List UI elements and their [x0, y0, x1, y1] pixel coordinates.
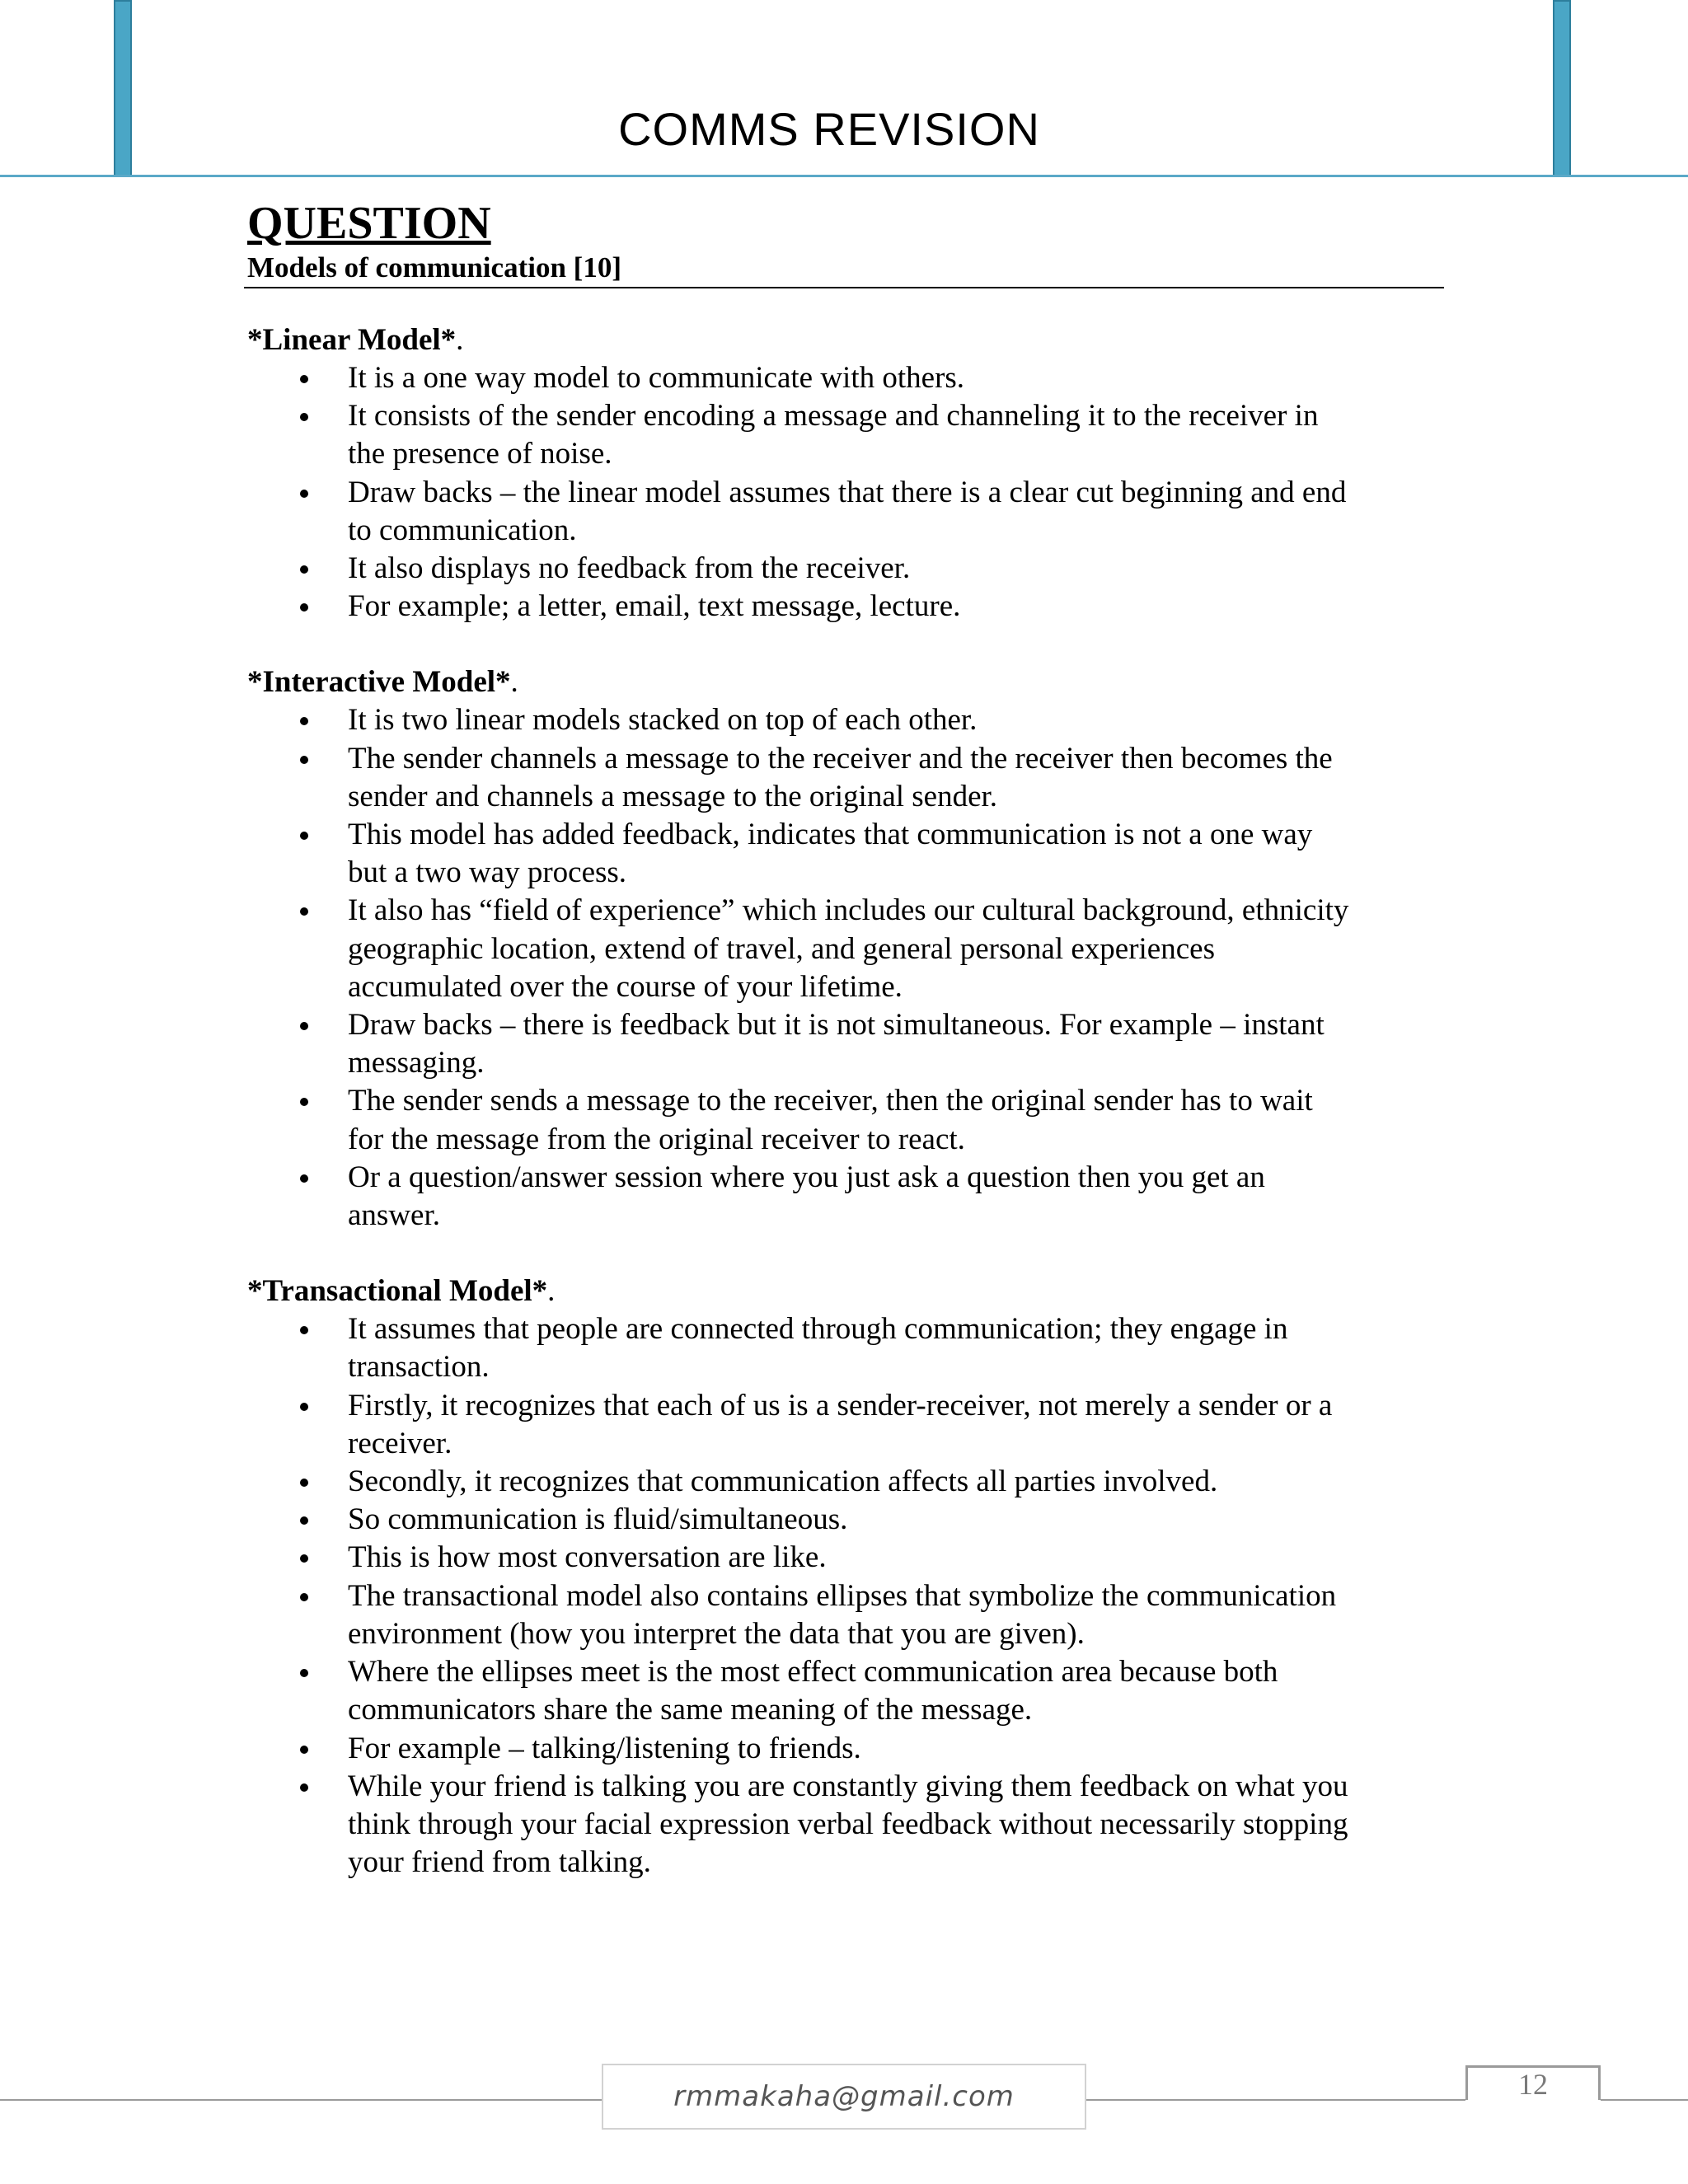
question-heading: QUESTION [247, 198, 491, 249]
bullet-item [247, 1463, 1451, 1501]
bullet-line: receiver. [348, 1426, 452, 1460]
bullet-line: messaging. [348, 1046, 485, 1080]
bullet-line: For example – talking/listening to friends. [348, 1731, 861, 1765]
bullet-line: The sender channels a message to the receiver and the receiver then becomes the [348, 741, 1333, 776]
bullet-line: It assumes that people are connected through communication; they engage in [348, 1312, 1288, 1347]
bullet-item [247, 892, 1451, 1006]
bullet-item [247, 1653, 1451, 1729]
bullet-icon [300, 375, 308, 383]
bullet-line: Or a question/answer session where you just ask a question then you get an [348, 1160, 1265, 1194]
bullet-line: to communication. [348, 513, 577, 547]
bullet-line: accumulated over the course of your lifetime. [348, 969, 903, 1004]
bullet-icon [300, 1098, 308, 1106]
bullet-item [247, 1159, 1451, 1235]
bullet-line: The sender sends a message to the receiver, then the original sender has to wait [348, 1084, 1313, 1118]
bullet-line: It consists of the sender encoding a message and channeling it to the receiver in [348, 399, 1319, 434]
bullet-line: but a two way process. [348, 855, 627, 890]
bullet-line: While your friend is talking you are constantly giving them feedback on what you [348, 1769, 1348, 1803]
bullet-item [247, 474, 1451, 550]
question-subheading: Models of communication [10] [247, 251, 621, 284]
bullet-item [247, 1730, 1451, 1768]
footer-rule-left [0, 2099, 602, 2101]
bullet-icon [300, 1669, 308, 1677]
bullet-icon [300, 413, 308, 421]
bullet-item [247, 1387, 1451, 1463]
bullet-icon [300, 1516, 308, 1525]
bullet-item [247, 550, 1451, 588]
bullet-item [247, 397, 1451, 473]
bullet-icon [300, 490, 308, 498]
footer-email: rmmakaha@gmail.com [673, 2080, 1015, 2113]
bullet-item [247, 701, 1451, 739]
bullet-icon [300, 1479, 308, 1487]
section-heading-suffix: . [547, 1274, 556, 1309]
model-section [247, 321, 1451, 626]
bullet-icon [300, 832, 308, 840]
bullet-line: The transactional model also contains ellipses that symbolize the communication [348, 1578, 1337, 1613]
bullet-line: This is how most conversation are like. [348, 1540, 827, 1575]
question-divider [244, 287, 1444, 288]
bullet-item [247, 1006, 1451, 1082]
bullet-list [247, 359, 1451, 626]
bullet-line: This model has added feedback, indicates that communication is not a one way [348, 818, 1313, 852]
bullet-icon [300, 1174, 308, 1183]
bullet-icon [300, 1746, 308, 1754]
bullet-line: your friend from talking. [348, 1845, 651, 1880]
bullet-list [247, 1310, 1451, 1882]
header-title-text: COMMS REVISION [618, 103, 1040, 155]
bullet-item [247, 359, 1451, 397]
bullet-icon [300, 1554, 308, 1563]
bullet-item [247, 740, 1451, 816]
bullet-item [247, 1768, 1451, 1882]
model-section [247, 663, 1451, 1235]
bullet-icon [300, 907, 308, 916]
bullet-line: So communication is fluid/simultaneous. [348, 1502, 848, 1537]
bullet-line: the presence of noise. [348, 437, 612, 471]
bullet-item [247, 1082, 1451, 1158]
bullet-line: Where the ellipses meet is the most effect communication area because both [348, 1655, 1278, 1690]
section-heading-text: *Transactional Model* [247, 1274, 548, 1309]
bullet-item [247, 1501, 1451, 1539]
bullet-icon [300, 1326, 308, 1334]
bullet-line: Draw backs – there is feedback but it is not simultaneous. For example – instant [348, 1008, 1325, 1043]
section-heading [247, 663, 1451, 701]
footer-rule-right [1601, 2099, 1688, 2101]
bullet-item [247, 816, 1451, 892]
footer-rule-middle [1086, 2099, 1465, 2101]
bullet-line: Draw backs – the linear model assumes that there is a clear cut beginning and end [348, 475, 1347, 509]
bullet-line: transaction. [348, 1350, 490, 1385]
bullet-line: geographic location, extend of travel, and general personal experiences [348, 931, 1215, 966]
bullet-line: environment (how you interpret the data that you are given). [348, 1616, 1085, 1651]
bullet-icon [300, 603, 308, 612]
footer-email-box [602, 2064, 1086, 2130]
bullet-line: It is a one way model to communicate with others. [348, 361, 965, 395]
bullet-line: think through your facial expression verbal feedback without necessarily stopping [348, 1807, 1348, 1841]
bullet-line: communicators share the same meaning of the message. [348, 1693, 1033, 1727]
header-divider [0, 175, 1688, 177]
bullet-icon [300, 1783, 308, 1792]
bullet-line: Secondly, it recognizes that communication affects all parties involved. [348, 1465, 1218, 1499]
bullet-line: It also has “field of experience” which includes our cultural background, ethnicity [348, 893, 1349, 928]
bullet-icon [300, 565, 308, 574]
section-heading-suffix: . [510, 665, 518, 700]
bullet-line: For example; a letter, email, text message, lecture. [348, 589, 961, 624]
model-section [247, 1272, 1451, 1882]
bullet-icon [300, 717, 308, 725]
bullet-icon [300, 1022, 308, 1030]
section-heading [247, 1272, 1451, 1310]
bullet-line: sender and channels a message to the original sender. [348, 779, 998, 813]
bullet-line: Firstly, it recognizes that each of us is a sender-receiver, not merely a sender or a [348, 1388, 1333, 1422]
bullet-icon [300, 1403, 308, 1411]
bullet-list [247, 701, 1451, 1235]
page-number-box [1465, 2065, 1601, 2100]
bullet-item [247, 1310, 1451, 1386]
section-heading [247, 321, 1451, 359]
bullet-line: answer. [348, 1198, 440, 1233]
bullet-item [247, 1577, 1451, 1653]
bullet-icon [300, 1593, 308, 1601]
bullet-line: It also displays no feedback from the receiver. [348, 551, 911, 586]
bullet-item [247, 588, 1451, 626]
bullet-icon [300, 756, 308, 764]
bullet-line: It is two linear models stacked on top of each other. [348, 703, 978, 738]
bullet-item [247, 1539, 1451, 1577]
bullet-line: for the message from the original receiver to react. [348, 1122, 965, 1156]
page-header-title [0, 102, 1688, 157]
question-block [247, 196, 1447, 285]
section-heading-suffix: . [456, 323, 464, 357]
section-heading-text: *Interactive Model* [247, 665, 511, 700]
answer-body [247, 321, 1451, 1919]
section-heading-text: *Linear Model* [247, 323, 457, 357]
page-number: 12 [1518, 2068, 1548, 2101]
